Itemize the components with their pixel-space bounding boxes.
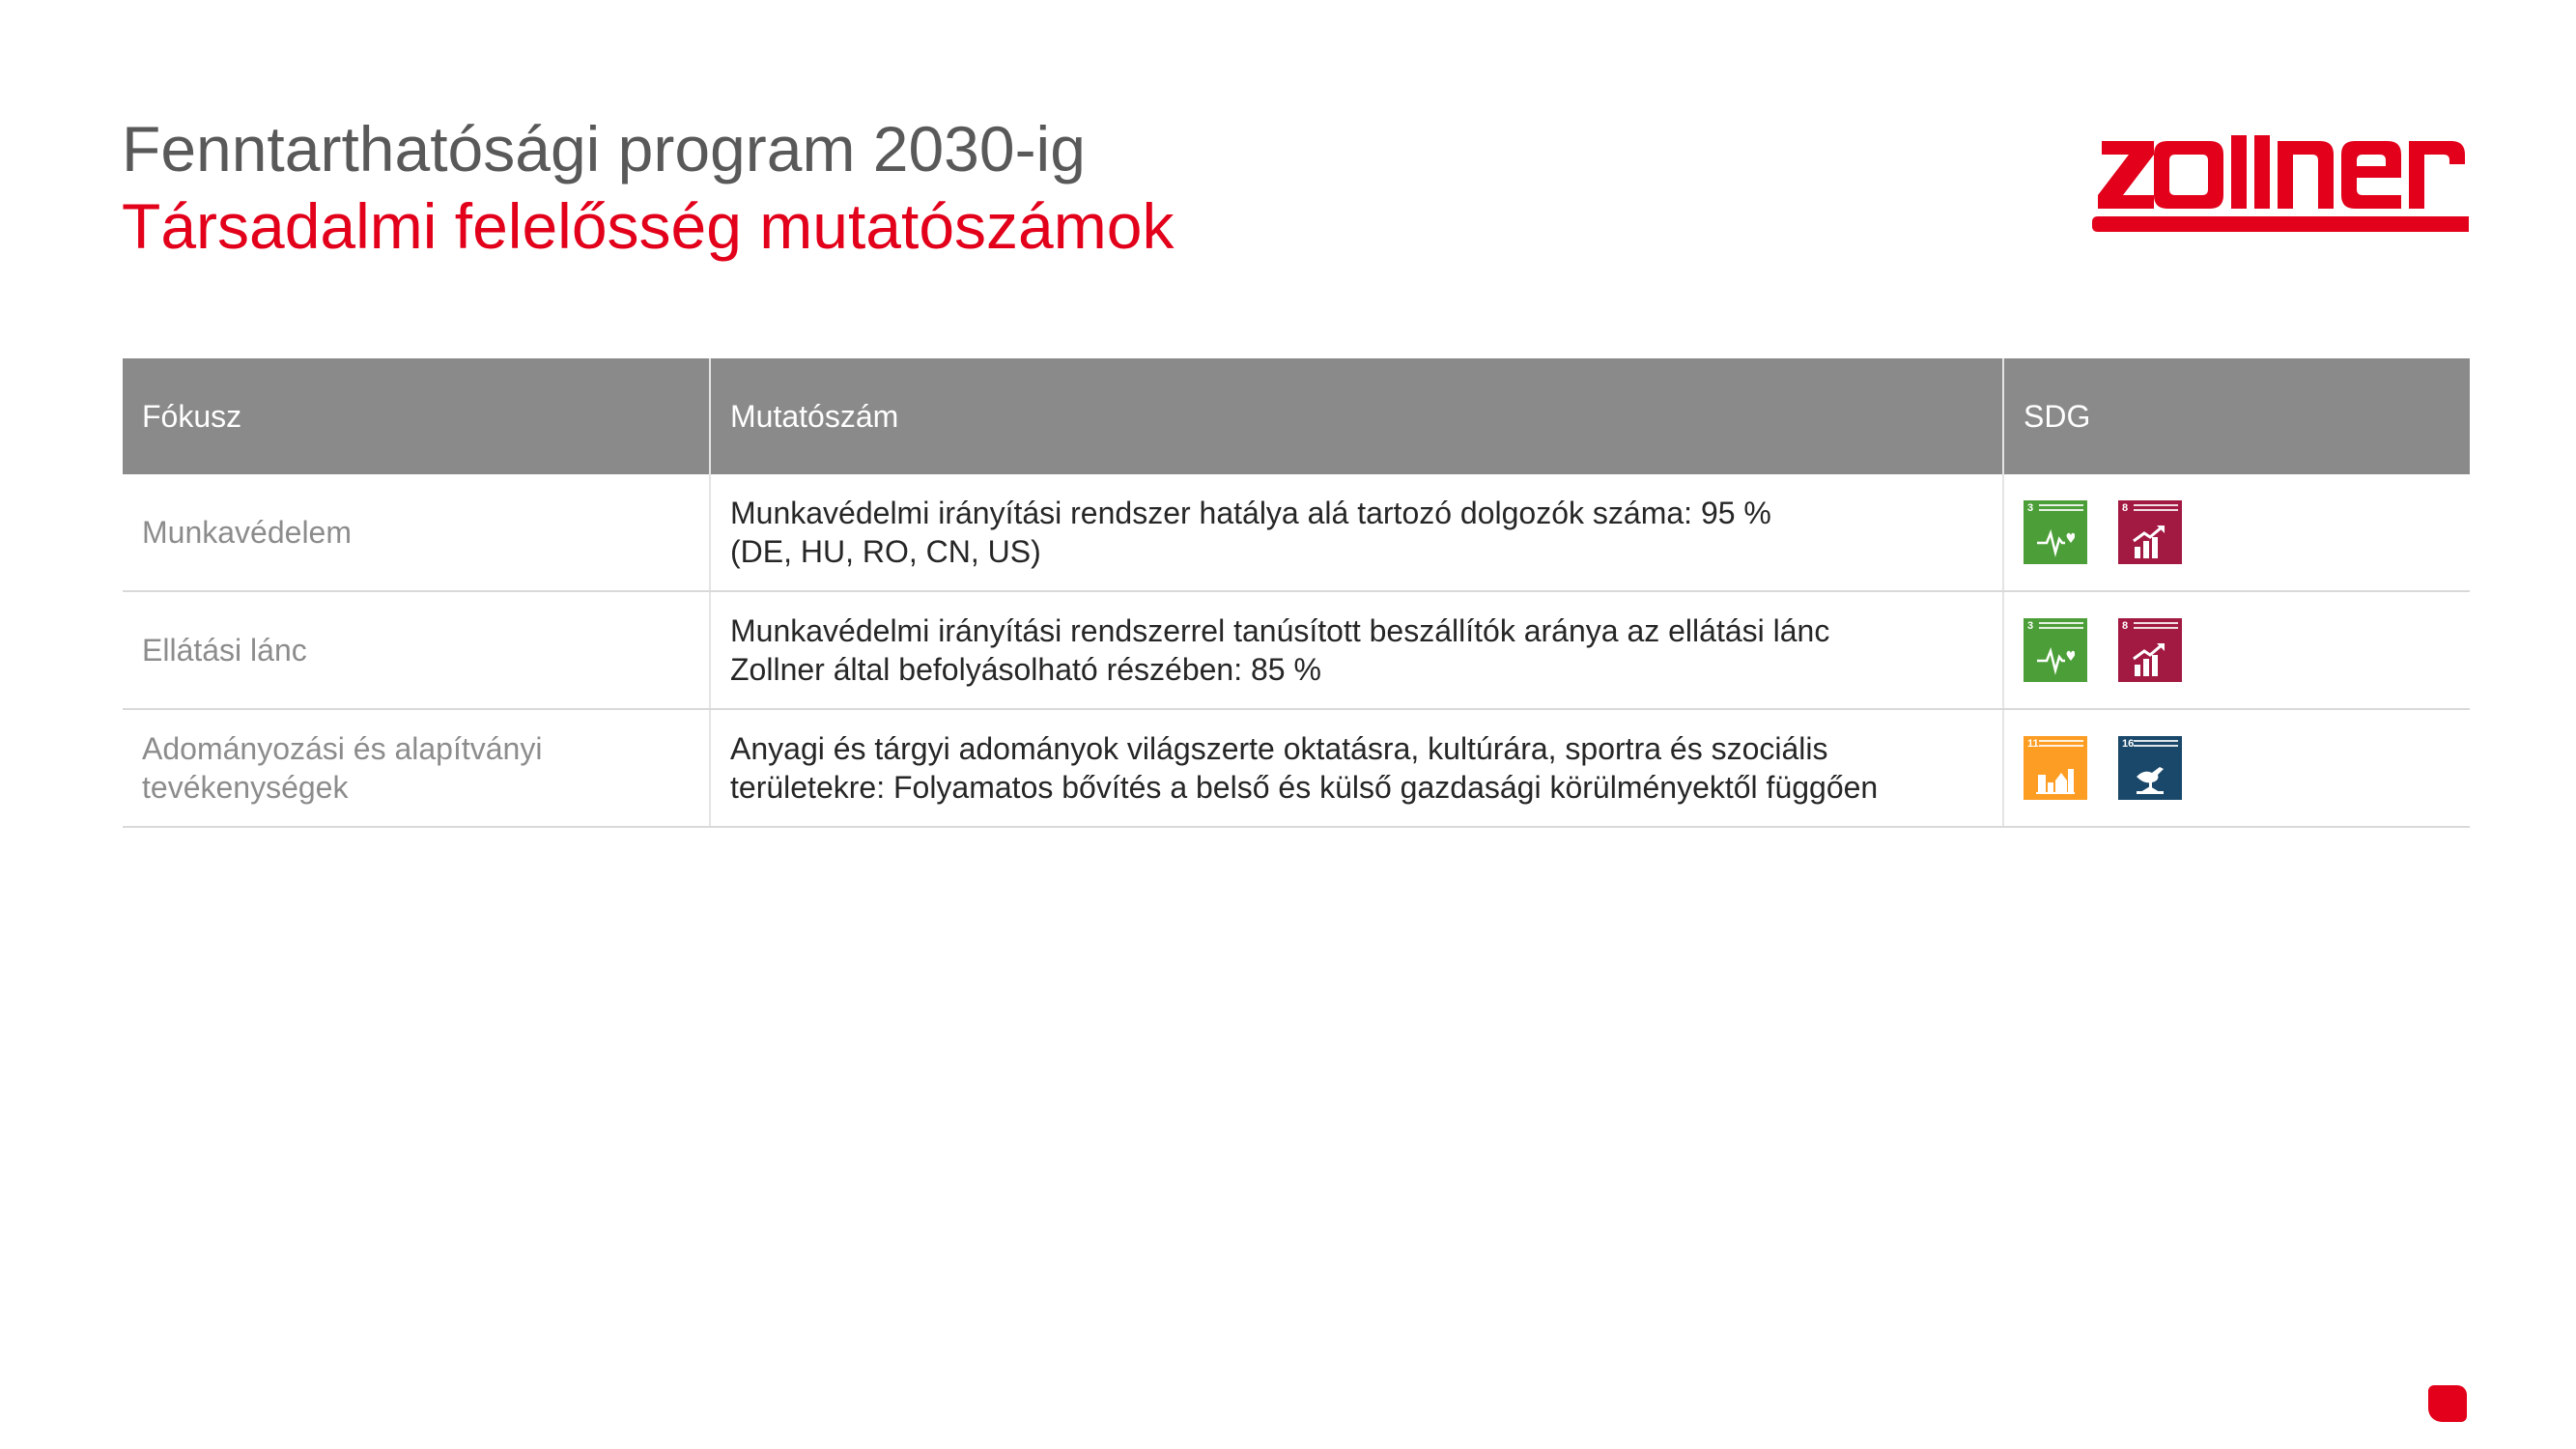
focus-text: Ellátási lánc: [142, 633, 307, 668]
column-header-focus: Fókusz: [123, 358, 710, 474]
focus-text-line: Adományozási és alapítványi: [142, 731, 543, 766]
decent-work-icon: [2118, 618, 2182, 682]
sustainable-cities-icon: [2024, 736, 2087, 800]
kpi-table: [123, 358, 2470, 828]
sdg-number: 16: [2122, 738, 2135, 750]
focus-text: Munkavédelem: [142, 515, 352, 550]
brand-corner-mark: [2428, 1385, 2467, 1422]
table-header-row: [123, 358, 2470, 474]
focus-cell: [123, 591, 710, 709]
page-subtitle: Társadalmi felelősség mutatószámok: [122, 190, 1175, 262]
column-header-metric: Mutatószám: [710, 358, 2003, 474]
sdg-number: 3: [2027, 620, 2034, 632]
sdg-number: 8: [2122, 620, 2129, 632]
sdg-cell: [2003, 591, 2470, 709]
good-health-icon: [2024, 500, 2087, 564]
sdg-cell: [2003, 474, 2470, 591]
table-row: [123, 709, 2470, 827]
sdg-number: 11: [2027, 738, 2039, 750]
column-header-sdg: SDG: [2003, 358, 2470, 474]
metric-text-line: Munkavédelmi irányítási rendszer hatálya alá tartozó dolgozók száma: 95 %: [730, 496, 1771, 530]
metric-text-line: Zollner által befolyásolható részében: 85 %: [730, 652, 1321, 687]
decent-work-icon: [2118, 500, 2182, 564]
focus-cell: [123, 474, 710, 591]
table-row: [123, 591, 2470, 709]
focus-cell: [123, 709, 710, 827]
metric-text-line: (DE, HU, RO, CN, US): [730, 534, 1041, 569]
sdg-number: 3: [2027, 502, 2034, 514]
table-row: [123, 474, 2470, 591]
sdg-number: 8: [2122, 502, 2129, 514]
metric-cell: [710, 591, 2003, 709]
focus-text-line: tevékenységek: [142, 770, 349, 805]
metric-text-line: Anyagi és tárgyi adományok világszerte oktatásra, kultúrára, sportra és szociális: [730, 731, 1828, 766]
good-health-icon: [2024, 618, 2087, 682]
zollner-logo: [2092, 135, 2469, 235]
peace-justice-icon: [2118, 736, 2182, 800]
metric-cell: [710, 474, 2003, 591]
sdg-cell: [2003, 709, 2470, 827]
metric-text-line: Munkavédelmi irányítási rendszerrel tanúsított beszállítók aránya az ellátási lánc: [730, 613, 1830, 648]
metric-cell: [710, 709, 2003, 827]
page-title: Fenntarthatósági program 2030-ig: [122, 113, 1086, 185]
metric-text-line: területekre: Folyamatos bővítés a belső és külső gazdasági körülményektől függően: [730, 770, 1879, 805]
